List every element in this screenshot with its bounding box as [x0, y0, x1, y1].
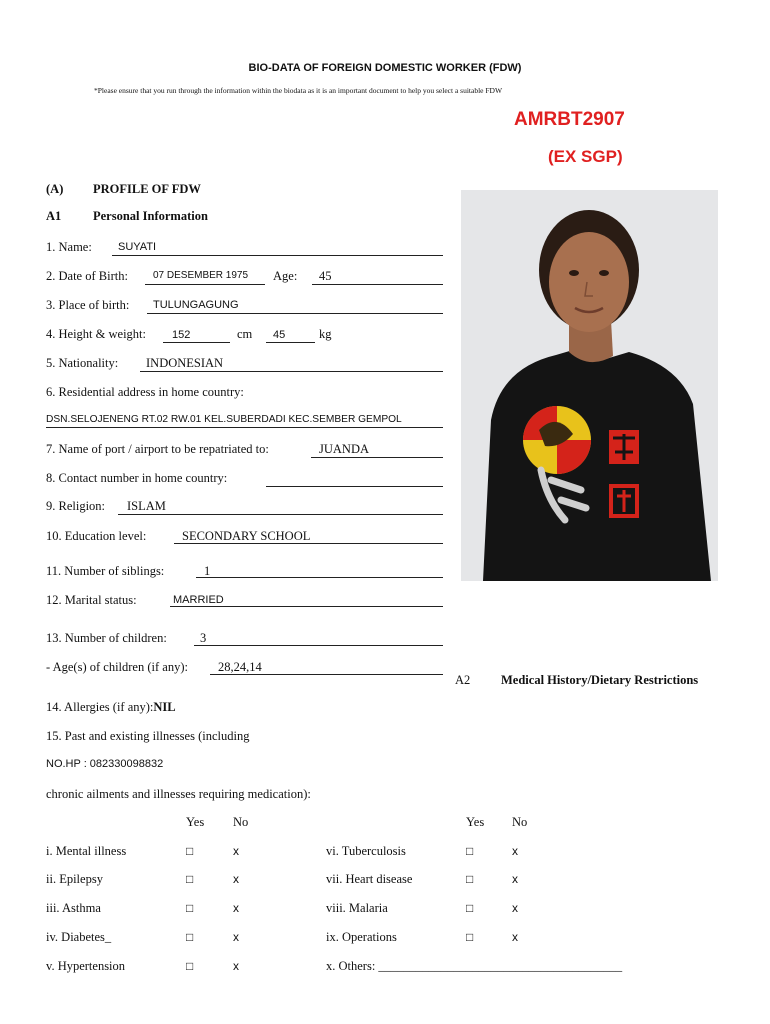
age-underline	[312, 284, 443, 285]
illness-right-0-label: vi. Tuberculosis	[326, 844, 406, 858]
illness-left-4-yes: □	[186, 959, 194, 973]
yes-header-right: Yes	[466, 815, 485, 829]
pob-underline	[147, 313, 443, 314]
illness-right-0-yes: □	[466, 844, 474, 858]
illness-right-2-yes: □	[466, 901, 474, 915]
illness-others: x. Others: _______________________________________	[326, 959, 623, 973]
children-ages-label: - Age(s) of children (if any):	[46, 660, 188, 674]
illness-right-3-yes: □	[466, 930, 474, 944]
siblings-label: 11. Number of siblings:	[46, 564, 165, 578]
illness-left-3-no: x	[233, 930, 239, 944]
age-value: 45	[319, 269, 332, 283]
religion-label: 9. Religion:	[46, 499, 106, 513]
illness-left-4-label: v. Hypertension	[46, 959, 126, 973]
nationality-value: INDONESIAN	[146, 356, 224, 370]
illness-left-1-label: ii. Epilepsy	[46, 872, 103, 886]
illness-left-2-label: iii. Asthma	[46, 901, 101, 915]
allergies-label: 14. Allergies (if any):	[46, 700, 154, 714]
instruction-note: *Please ensure that you run through the information within the biodata as it is an important document to help you select a suitable FDW	[94, 86, 503, 95]
height-weight-label: 4. Height & weight:	[46, 327, 146, 341]
pob-label: 3. Place of birth:	[46, 298, 130, 312]
children-underline	[194, 645, 443, 646]
section-a-title: PROFILE OF FDW	[93, 182, 201, 196]
section-a1-number: A1	[46, 209, 62, 223]
illness-left-1-no: x	[233, 872, 239, 886]
age-label: Age:	[273, 269, 298, 283]
illness-right-3-label: ix. Operations	[326, 930, 397, 944]
weight-value: 45	[273, 329, 286, 341]
port-value: JUANDA	[319, 442, 369, 456]
religion-value: ISLAM	[127, 499, 166, 513]
fdw-sub-code: (EX SGP)	[548, 147, 623, 166]
portrait-photo-icon	[461, 190, 718, 581]
education-label: 10. Education level:	[46, 529, 147, 543]
pob-value: TULUNGAGUNG	[153, 299, 239, 311]
education-value: SECONDARY SCHOOL	[182, 529, 311, 543]
yes-header-left: Yes	[186, 815, 205, 829]
marital-value: MARRIED	[173, 594, 224, 606]
weight-underline	[266, 342, 315, 343]
children-value: 3	[200, 631, 207, 645]
illness-right-2-label: viii. Malaria	[326, 901, 388, 915]
fdw-code: AMRBT2907	[514, 109, 625, 130]
children-label: 13. Number of children:	[46, 631, 167, 645]
illness-left-2-no: x	[233, 901, 239, 915]
address-value: DSN.SELOJENENG RT.02 RW.01 KEL.SUBERDADI KEC.SEMBER GEMPOL	[46, 414, 402, 425]
siblings-underline	[196, 577, 443, 578]
illness-left-3-label: iv. Diabetes_	[46, 930, 112, 944]
children-ages-value: 28,24,14	[218, 660, 262, 674]
religion-underline	[118, 514, 443, 515]
allergies-value: NIL	[153, 700, 176, 714]
section-a1-title: Personal Information	[93, 209, 208, 223]
height-value: 152	[172, 329, 191, 341]
illness-label: 15. Past and existing illnesses (including	[46, 729, 250, 743]
port-label: 7. Name of port / airport to be repatriated to:	[46, 442, 269, 456]
dob-label: 2. Date of Birth:	[46, 269, 128, 283]
dob-value: 07 DESEMBER 1975	[153, 270, 249, 281]
name-value: SUYATI	[118, 241, 157, 253]
height-underline	[163, 342, 230, 343]
illness-left-0-yes: □	[186, 844, 194, 858]
illness-left-0-no: x	[233, 844, 239, 858]
address-label: 6. Residential address in home country:	[46, 385, 244, 399]
siblings-value: 1	[204, 564, 211, 578]
illness-right-3-no: x	[512, 930, 518, 944]
nationality-label: 5. Nationality:	[46, 356, 119, 370]
illness-left-4-no: x	[233, 959, 239, 973]
port-underline	[311, 457, 443, 458]
marital-underline	[170, 606, 443, 607]
illness-right-1-no: x	[512, 872, 518, 886]
illness-left-1-yes: □	[186, 872, 194, 886]
name-underline	[112, 255, 443, 256]
illness-left-0-label: i. Mental illness	[46, 844, 127, 858]
illness-label-cont: chronic ailments and illnesses requiring medication):	[46, 787, 311, 801]
address-underline	[46, 427, 443, 428]
document-title: BIO-DATA OF FOREIGN DOMESTIC WORKER (FDW)	[248, 62, 522, 74]
contact-underline	[266, 486, 443, 487]
illness-right-1-label: vii. Heart disease	[326, 872, 413, 886]
illness-right-2-no: x	[512, 901, 518, 915]
nationality-underline	[140, 371, 443, 372]
no-header-left: No	[233, 815, 249, 829]
marital-label: 12. Marital status:	[46, 593, 137, 607]
illness-left-2-yes: □	[186, 901, 194, 915]
dob-underline	[145, 284, 265, 285]
illness-left-3-yes: □	[186, 930, 194, 944]
illness-right-0-no: x	[512, 844, 518, 858]
section-a2-title: Medical History/Dietary Restrictions	[501, 673, 699, 687]
section-a-letter: (A)	[46, 182, 64, 196]
section-a2-number: A2	[455, 673, 471, 687]
illness-right-1-yes: □	[466, 872, 474, 886]
no-header-right: No	[512, 815, 528, 829]
name-label: 1. Name:	[46, 240, 92, 254]
weight-unit: kg	[319, 327, 332, 341]
contact-label: 8. Contact number in home country:	[46, 471, 228, 485]
phone-note: NO.HP : 082330098832	[46, 758, 164, 770]
height-unit: cm	[237, 327, 253, 341]
allergies-row	[46, 700, 176, 715]
